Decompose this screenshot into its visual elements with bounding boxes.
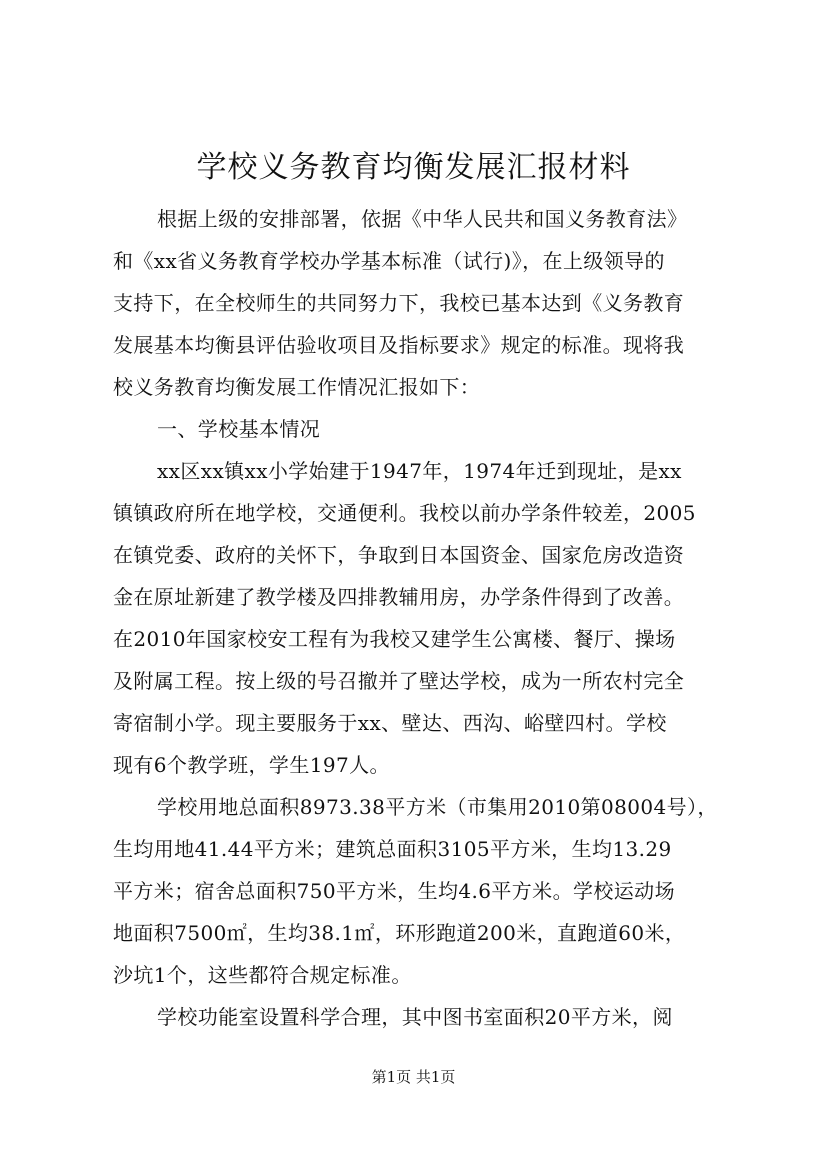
document-title: 学校义务教育均衡发展汇报材料	[196, 150, 631, 185]
paragraph-line: 校义务教育均衡发展工作情况汇报如下：	[113, 375, 481, 399]
paragraph-line: 金在原址新建了教学楼及四排教辅用房，办学条件得到了改善。	[113, 585, 685, 609]
document-body	[113, 198, 738, 1038]
paragraph-line: xx区xx镇xx小学始建于1947年，1974年迁到现址，是xx	[157, 459, 682, 483]
paragraph-line: 在2010年国家校安工程有为我校又建学生公寓楼、餐厅、操场	[113, 627, 676, 651]
paragraph-line: 现有6个教学班，学生197人。	[113, 753, 390, 777]
paragraph-line: 平方米；宿舍总面积750平方米，生均4.6平方米。学校运动场	[113, 879, 675, 903]
paragraph-line: 学校功能室设置科学合理，其中图书室面积20平方米，阅	[157, 1005, 673, 1029]
paragraph-line: 在镇党委、政府的关怀下，争取到日本国资金、国家危房改造资	[113, 543, 685, 567]
paragraph-line: 寄宿制小学。现主要服务于xx、壁达、西沟、峪壁四村。学校	[113, 711, 667, 735]
paragraph-line: 学校用地总面积8973.38平方米（市集用2010第08004号），	[157, 795, 718, 819]
paragraph-line: 生均用地41.44平方米；建筑总面积3105平方米，生均13.29	[113, 837, 672, 861]
paragraph-line: 和《xx省义务教育学校办学基本标准（试行)》，在上级领导的	[113, 249, 665, 273]
paragraph-line: 根据上级的安排部署，依据《中华人民共和国义务教育法》	[157, 207, 688, 231]
paragraph-line: 及附属工程。按上级的号召撤并了壁达学校，成为一所农村完全	[113, 669, 685, 693]
paragraph-line: 沙坑1个，这些都符合规定标准。	[113, 963, 412, 987]
paragraph-line: 地面积7500㎡，生均38.1㎡，环形跑道200米，直跑道60米，	[113, 921, 686, 945]
paragraph-line: 镇镇政府所在地学校，交通便利。我校以前办学条件较差，2005	[113, 501, 696, 525]
paragraph-line: 支持下，在全校师生的共同努力下，我校已基本达到《义务教育	[113, 291, 685, 315]
page-number-footer: 第1页 共1页	[371, 1068, 456, 1086]
paragraph-line: 发展基本均衡县评估验收项目及指标要求》规定的标准。现将我	[113, 333, 685, 357]
section-heading: 一、学校基本情况	[157, 417, 321, 441]
